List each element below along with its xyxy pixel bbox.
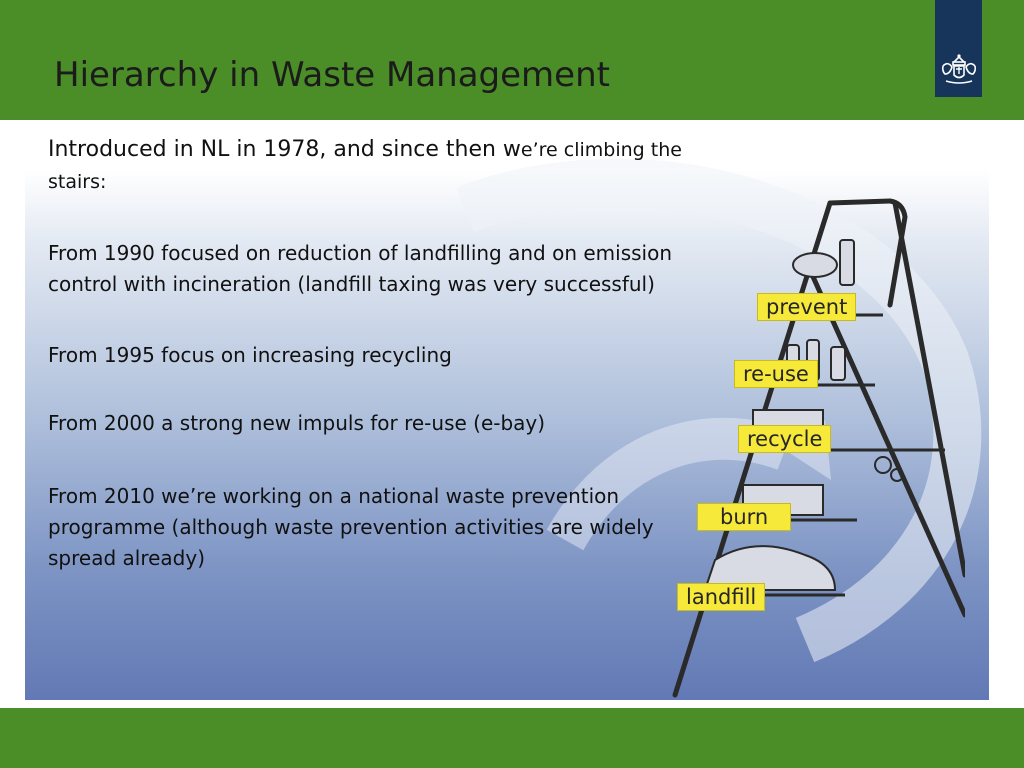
paragraph-1995: From 1995 focus on increasing recycling: [48, 343, 452, 367]
royal-coat-of-arms-icon: [940, 52, 978, 86]
intro-main-text: Introduced in NL in 1978, and since then w: [48, 137, 521, 162]
government-logo: [935, 0, 982, 97]
slide-title: Hierarchy in Waste Management: [54, 55, 610, 95]
ladder-label-recycle: recycle: [738, 425, 831, 453]
ladder-label-burn: burn: [697, 503, 791, 531]
ladder-label-re-use: re-use: [734, 360, 818, 388]
ladder-label-prevent: prevent: [757, 293, 856, 321]
intro-rest-text: e’re climbing the stairs:: [48, 139, 682, 193]
intro-paragraph: [48, 134, 728, 198]
footer-bar: [0, 708, 1024, 768]
ladder-label-landfill: landfill: [677, 583, 765, 611]
paragraph-2010: From 2010 we’re working on a national waste prevention programme (although waste prevention activities are widely spread already): [48, 484, 654, 570]
paragraph-2000: From 2000 a strong new impuls for re-use (e-bay): [48, 411, 546, 435]
slide-body: [48, 134, 728, 574]
paragraph-1990: From 1990 focused on reduction of landfilling and on emission control with incineration (landfill taxing was very successful): [48, 241, 673, 296]
header-bar: [0, 0, 1024, 120]
